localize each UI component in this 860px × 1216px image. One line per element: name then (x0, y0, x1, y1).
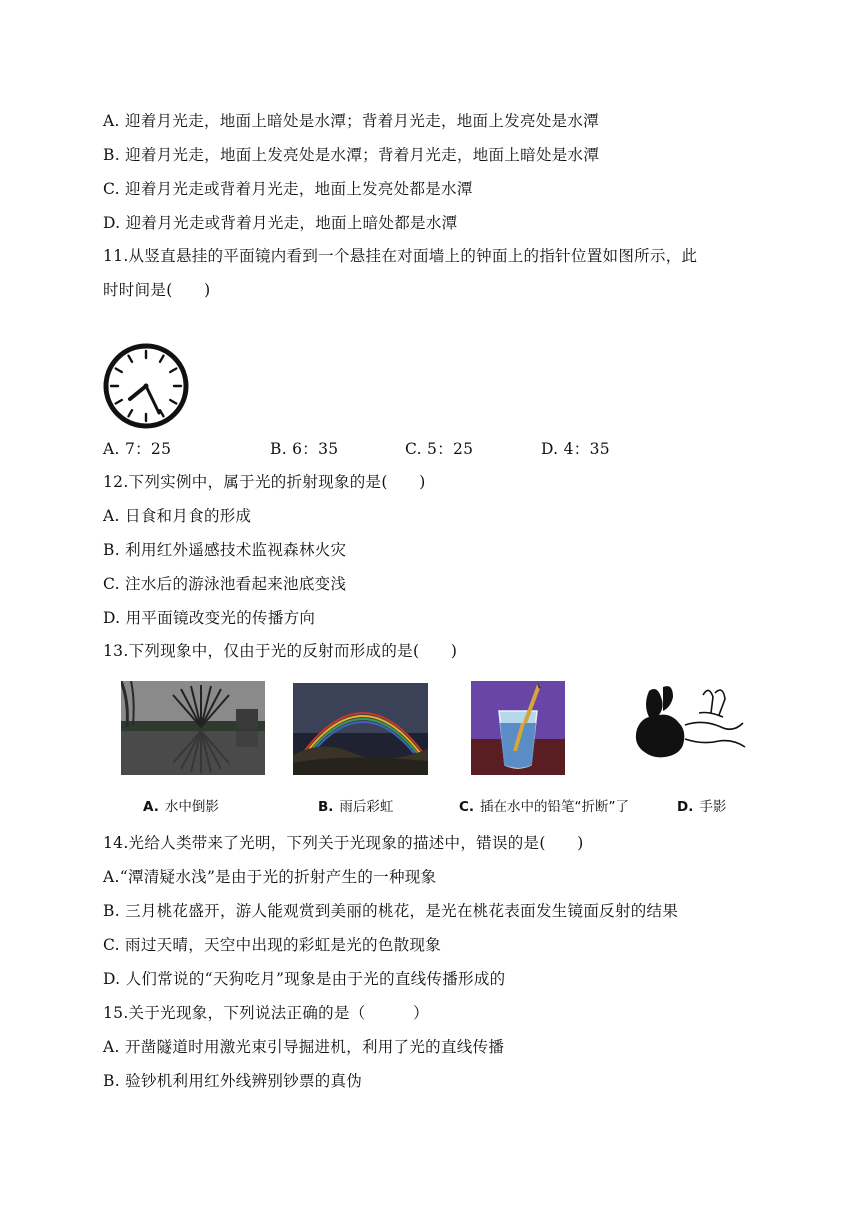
q14-option-c: C. 雨过天晴，天空中出现的彩虹是光的色散现象 (103, 936, 442, 954)
q12-option-d: D. 用平面镜改变光的传播方向 (103, 609, 316, 627)
pencil-in-water-image (471, 681, 565, 775)
q11-option-d: D. 4：35 (541, 440, 610, 458)
q10-option-c: C. 迎着月光走或背着月光走，地面上发亮处都是水潭 (103, 180, 473, 198)
q10-option-d: D. 迎着月光走或背着月光走，地面上暗处都是水潭 (103, 214, 458, 232)
q15-option-b: B. 验钞机利用红外线辨别钞票的真伪 (103, 1072, 363, 1090)
q14-option-a: A.“潭清疑水浅”是由于光的折射产生的一种现象 (103, 868, 437, 886)
hand-shadow-image (629, 683, 751, 767)
q11-stem-line1: 11.从竖直悬挂的平面镜内看到一个悬挂在对面墙上的钟面上的指针位置如图所示，此 (103, 247, 698, 265)
q13-caption-d: D. 手影 (677, 799, 727, 815)
q11-options (0, 437, 860, 459)
clock-icon (102, 343, 190, 431)
q12-stem: 12.下列实例中，属于光的折射现象的是( ) (103, 473, 426, 491)
q11-option-b: B. 6：35 (270, 440, 339, 458)
q14-option-d: D. 人们常说的“天狗吃月”现象是由于光的直线传播形成的 (103, 970, 506, 988)
q13-caption-c: C. 插在水中的铅笔“折断”了 (459, 799, 630, 815)
q10-option-b: B. 迎着月光走，地面上发亮处是水潭；背着月光走，地面上暗处是水潭 (103, 146, 600, 164)
q13-stem: 13.下列现象中，仅由于光的反射而形成的是( ) (103, 642, 458, 660)
q14-option-b: B. 三月桃花盛开，游人能观赏到美丽的桃花，是光在桃花表面发生镜面反射的结果 (103, 902, 679, 920)
rainbow-image (293, 683, 428, 775)
q15-stem: 15.关于光现象，下列说法正确的是（ ） (103, 1004, 429, 1022)
q11-stem-line2: 时时间是( ) (103, 281, 211, 299)
q13-caption-b: B. 雨后彩虹 (318, 799, 394, 815)
q15-option-a: A. 开凿隧道时用激光束引导掘进机，利用了光的直线传播 (103, 1038, 505, 1056)
q11-option-c: C. 5：25 (405, 440, 474, 458)
q13-caption-a: A. 水中倒影 (143, 799, 219, 815)
q12-option-c: C. 注水后的游泳池看起来池底变浅 (103, 575, 347, 593)
q12-option-a: A. 日食和月食的形成 (103, 507, 252, 525)
q11-option-a: A. 7：25 (103, 440, 172, 458)
q12-option-b: B. 利用红外遥感技术监视森林火灾 (103, 541, 347, 559)
q14-stem: 14.光给人类带来了光明，下列关于光现象的描述中，错误的是( ) (103, 834, 584, 852)
water-reflection-image (121, 681, 265, 775)
q10-option-a: A. 迎着月光走，地面上暗处是水潭；背着月光走，地面上发亮处是水潭 (103, 112, 599, 130)
